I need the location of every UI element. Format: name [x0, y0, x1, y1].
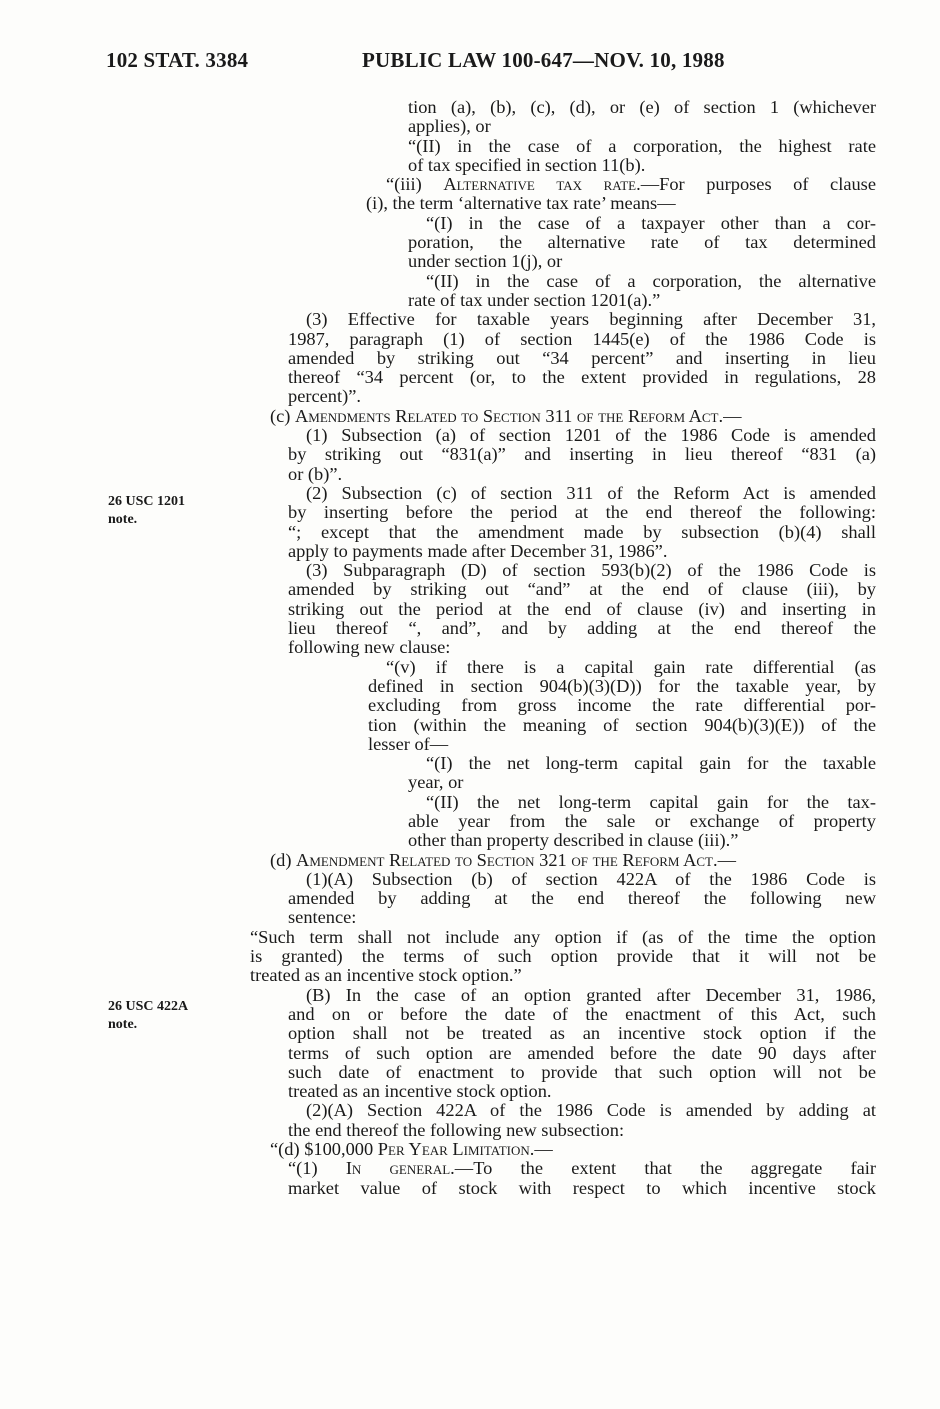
text-line: “Such term shall not include any option if (as of the time the option [250, 926, 876, 947]
margin-note-label: note. [108, 512, 138, 527]
text-line: (2) Subsection (c) of section 311 of the Reform Act is amended [306, 482, 876, 503]
text-line: treated as an incentive stock option. [288, 1081, 552, 1102]
margin-note-label: note. [108, 1017, 138, 1032]
text-fragment: —To the extent that the aggregate fair [454, 1158, 876, 1179]
text-line: year, or [408, 772, 464, 793]
text-line: is granted) the terms of such option provide that it will not be [250, 946, 876, 967]
text-line: tion (a), (b), (c), (d), or (e) of section 1 (whichever [408, 97, 876, 117]
text-fragment: — [723, 405, 742, 426]
margin-note-usc-1201 [108, 493, 185, 529]
subsection-heading: Amendment Related to Section 321 of the Reform Act. [296, 849, 718, 870]
text-line: percent)”. [288, 386, 361, 407]
text-line: 1987, paragraph (1) of section 1445(e) of the 1986 Code is [288, 328, 876, 349]
text-line: apply to payments made after December 31, 1986”. [288, 540, 668, 561]
text-line: under section 1(j), or [408, 251, 563, 272]
text-line: the end thereof the following new subsection: [288, 1119, 625, 1140]
text-line: “(II) in the case of a corporation, the highest rate [408, 135, 876, 156]
text-line: market value of stock with respect to which incentive stock [288, 1177, 876, 1198]
text-fragment: —For purposes of clause [640, 174, 876, 195]
text-line: “(v) if there is a capital gain rate differential (as [386, 656, 876, 677]
statute-text [240, 98, 876, 1198]
clause-number: “(iii) [386, 174, 444, 195]
text-line: amended by adding at the end thereof the following new [288, 888, 876, 909]
page-header [0, 48, 940, 88]
text-line: “(II) the net long-term capital gain for the tax- [426, 791, 876, 812]
text-line: by inserting before the period at the end thereof the following: [288, 502, 876, 523]
subsection-letter: (c) [270, 405, 296, 426]
text-line: striking out the period at the end of clause (iv) and inserting in [288, 598, 876, 619]
subsection-heading: Amendments Related to Section 311 of the Reform Act. [295, 405, 724, 426]
subsection-letter: (d) [270, 849, 297, 870]
text-line: or (b)”. [288, 463, 343, 484]
text-line: (3) Effective for taxable years beginning after December 31, [306, 309, 876, 330]
margin-note-citation: 26 USC 422A [108, 999, 189, 1014]
text-line: excluding from gross income the rate differential por- [368, 695, 876, 716]
subsection-heading: Per Year Limitation. [377, 1139, 535, 1160]
text-line: able year from the sale or exchange of property [408, 810, 876, 831]
subsection-letter: “(d) $100,000 [270, 1139, 378, 1160]
text-line: “(I) in the case of a taxpayer other than a cor- [426, 212, 876, 233]
text-line: amended by striking out “and” at the end of clause (iii), by [288, 579, 876, 600]
subsection-heading-line [240, 1140, 876, 1159]
text-line: option shall not be treated as an incentive stock option if the [288, 1023, 876, 1044]
text-line: defined in section 904(b)(3)(D)) for the taxable year, by [368, 675, 876, 696]
text-line: and on or before the date of the enactment of this Act, such [288, 1003, 876, 1024]
text-line: such date of enactment to provide that such option will not be [288, 1061, 876, 1082]
text-line: by striking out “831(a)” and inserting in lieu thereof “831 (a) [288, 444, 876, 465]
margin-note-citation: 26 USC 1201 [108, 494, 186, 509]
text-line: “(II) in the case of a corporation, the alternative [426, 270, 876, 291]
text-line: other than property described in clause (iii).” [408, 830, 739, 851]
paragraph-heading-line [240, 1159, 876, 1178]
text-line: lieu thereof “, and”, and by adding at the end thereof the [288, 618, 876, 639]
text-fragment: — [534, 1139, 553, 1160]
text-line: treated as an incentive stock option.” [250, 965, 522, 986]
clause-heading: Alternative tax rate. [443, 174, 641, 195]
text-line: applies), or [408, 116, 491, 137]
text-line: (3) Subparagraph (D) of section 593(b)(2) of the 1986 Code is [306, 560, 876, 581]
text-line: (1) Subsection (a) of section 1201 of the 1986 Code is amended [306, 425, 876, 446]
paragraph-number: “(1) [288, 1158, 346, 1179]
paragraph-heading: In general. [345, 1158, 455, 1179]
text-line: (1)(A) Subsection (b) of section 422A of the 1986 Code is [306, 868, 876, 889]
margin-note-usc-422a [108, 998, 188, 1034]
text-line: (B) In the case of an option granted after December 31, 1986, [306, 984, 876, 1005]
text-line: following new clause: [288, 637, 451, 658]
running-head: PUBLIC LAW 100-647—NOV. 10, 1988 [362, 48, 725, 72]
text-line: thereof “34 percent (or, to the extent provided in regulations, 28 [288, 367, 876, 388]
text-line: (i), the term ‘alternative tax rate’ means— [366, 193, 676, 214]
text-line: lesser of— [368, 733, 449, 754]
clause-heading-line [240, 175, 876, 194]
subsection-heading-line [240, 407, 876, 426]
text-fragment: — [717, 849, 736, 870]
text-line: terms of such option are amended before the date 90 days after [288, 1042, 876, 1063]
text-line: amended by striking out “34 percent” and inserting in lieu [288, 347, 876, 368]
text-line: “(I) the net long-term capital gain for the taxable [426, 753, 876, 774]
text-line: sentence: [288, 907, 357, 928]
text-line: (2)(A) Section 422A of the 1986 Code is amended by adding at [306, 1100, 876, 1121]
text-line: poration, the alternative rate of tax determined [408, 232, 876, 253]
text-line: of tax specified in section 11(b). [408, 154, 646, 175]
text-line: tion (within the meaning of section 904(b)(3)(E)) of the [368, 714, 876, 735]
text-line: rate of tax under section 1201(a).” [408, 289, 661, 310]
subsection-heading-line [240, 851, 876, 870]
text-line: “; except that the amendment made by subsection (b)(4) shall [288, 521, 876, 542]
stat-page-number: 102 STAT. 3384 [106, 48, 249, 72]
